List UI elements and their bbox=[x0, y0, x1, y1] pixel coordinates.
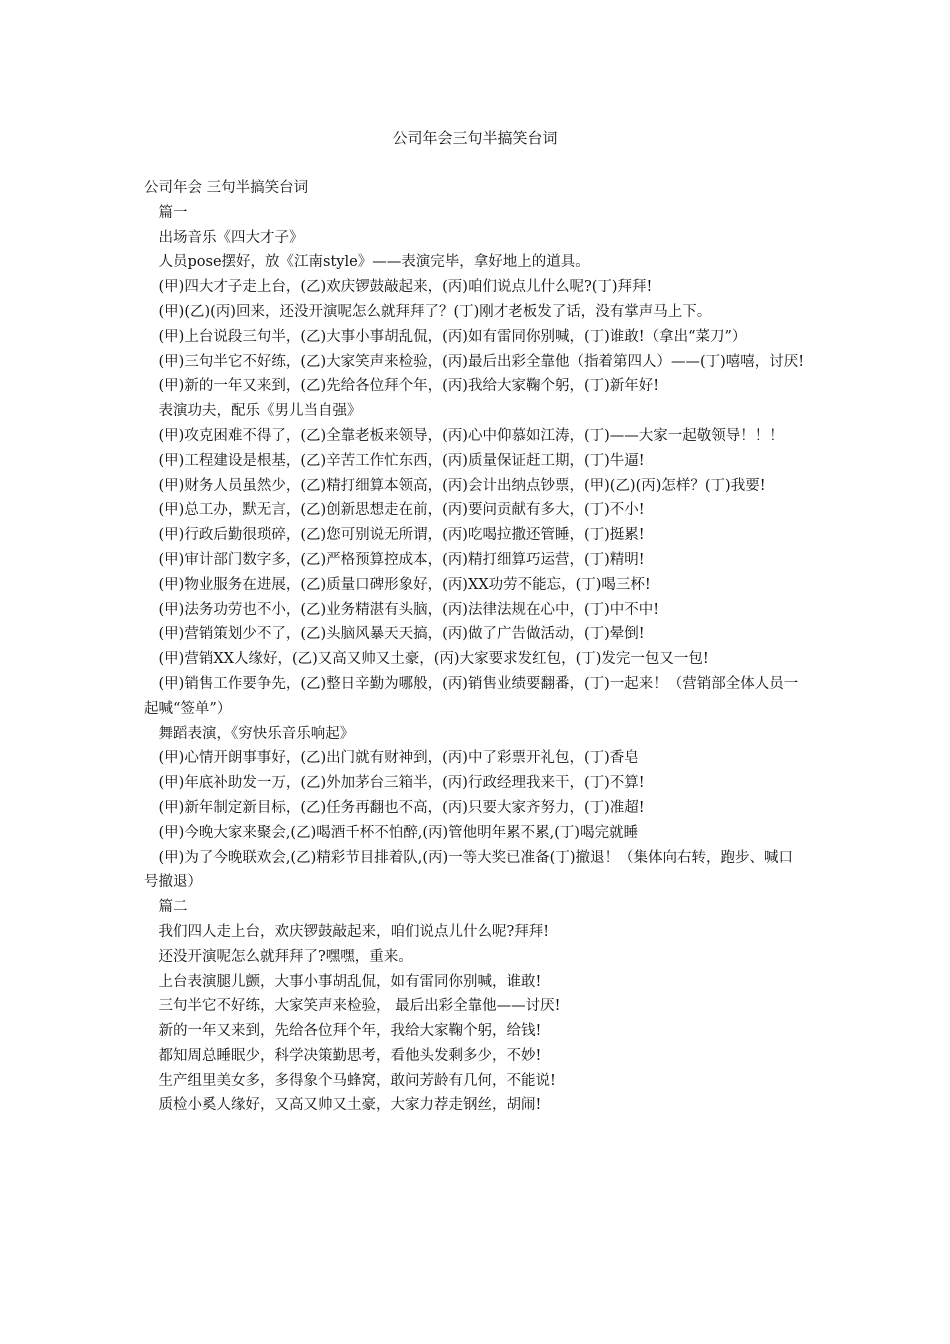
body-line: (甲)营销策划少不了，(乙)头脑风暴天天搞，(丙)做了广告做活动，(丁)晕倒! bbox=[158, 626, 645, 643]
body-line: 舞蹈表演，《穷快乐音乐响起》 bbox=[158, 725, 355, 742]
body-line: (甲)工程建设是根基，(乙)辛苦工作忙东西，(丙)质量保证赶工期，(丁)牛逼! bbox=[158, 452, 645, 469]
body-line: 上台表演腿儿颤，大事小事胡乱侃，如有雷同你别喊，谁敢! bbox=[158, 973, 542, 990]
body-line: 我们四人走上台，欢庆锣鼓敲起来，咱们说点儿什么呢?拜拜! bbox=[158, 923, 550, 940]
body-line: 质检小奚人缘好，又高又帅又土豪，大家力荐走钢丝，胡闹! bbox=[158, 1097, 542, 1114]
body-line: 三句半它不好练，大家笑声来检验， 最后出彩全靠他——讨厌! bbox=[158, 998, 561, 1015]
body-line: (甲)心情开朗事事好，(乙)出门就有财神到，(丙)中了彩票开礼包，(丁)香皂 bbox=[158, 750, 639, 767]
body-line: 表演功夫，配乐《男儿当自强》 bbox=[158, 403, 362, 420]
document-body bbox=[144, 176, 806, 1118]
body-line: (甲)物业服务在进展，(乙)质量口碑形象好，(丙)XX功劳不能忘，(丁)喝三杯! bbox=[158, 576, 651, 593]
body-line: (甲)(乙)(丙)回来，还没开演呢怎么就拜拜了？(丁)刚才老板发了话，没有掌声马上下。 bbox=[158, 303, 712, 320]
body-line: (甲)年底补助发一万，(乙)外加茅台三箱半，(丙)行政经理我来干，(丁)不算! bbox=[158, 775, 645, 792]
body-line: (甲)今晚大家来聚会,(乙)喝酒千杯不怕醉,(丙)管他明年累不累,(丁)喝完就睡 bbox=[158, 824, 639, 841]
body-line: (甲)新的一年又来到，(乙)先给各位拜个年，(丙)我给大家鞠个躬，(丁)新年好! bbox=[158, 378, 660, 395]
body-line: (甲)营销XX人缘好，(乙)又高又帅又土豪，(丙)大家要求发红包，(丁)发完一包又一包! bbox=[158, 651, 709, 668]
body-line: 生产组里美女多，多得象个马蜂窝，敢问芳龄有几何，不能说! bbox=[158, 1072, 556, 1089]
body-line: (甲)新年制定新目标，(乙)任务再翻也不高，(丙)只要大家齐努力，(丁)准超! bbox=[158, 799, 645, 816]
body-line: 篇一 bbox=[158, 204, 188, 221]
body-line: (甲)上台说段三句半，(乙)大事小事胡乱侃，(丙)如有雷同你别喊，(丁)谁敢!（拿出“菜刀”） bbox=[158, 328, 747, 345]
body-line: 还没开演呢怎么就拜拜了?嘿嘿，重来。 bbox=[158, 948, 413, 965]
body-line: (甲)销售工作要争先，(乙)整日辛勤为哪般，(丙)销售业绩要翻番，(丁)一起来！（营销部全体人员一起喊“签单”） bbox=[144, 675, 799, 717]
body-line: (甲)攻克困难不得了，(乙)全靠老板来领导，(丙)心中仰慕如江涛，(丁)——大家一起敬领导！！！ bbox=[158, 427, 784, 444]
body-line: 新的一年又来到，先给各位拜个年，我给大家鞠个躬，给钱! bbox=[158, 1023, 542, 1040]
body-line: (甲)四大才子走上台，(乙)欢庆锣鼓敲起来，(丙)咱们说点儿什么呢?(丁)拜拜! bbox=[158, 279, 653, 296]
body-line: (甲)为了今晚联欢会,(乙)精彩节目排着队,(丙)一等大奖已准备(丁)撤退！（集体向右转，跑步、喊口号撤退） bbox=[144, 849, 793, 891]
body-line: (甲)财务人员虽然少，(乙)精打细算本领高，(丙)会计出纳点钞票，(甲)(乙)(丙)怎样？(丁)我要! bbox=[158, 477, 766, 494]
body-line: (甲)法务功劳也不小，(乙)业务精湛有头脑，(丙)法律法规在心中，(丁)中不中! bbox=[158, 601, 660, 618]
body-line: 人员pose摆好，放《江南style》——表演完毕，拿好地上的道具。 bbox=[158, 254, 590, 271]
body-line: (甲)行政后勤很琐碎，(乙)您可别说无所谓，(丙)吃喝拉撒还管睡，(丁)挺累! bbox=[158, 527, 645, 544]
body-line: (甲)三句半它不好练，(乙)大家笑声来检验，(丙)最后出彩全靠他（指着第四人）——(丁)嘻嘻，讨厌! bbox=[158, 353, 805, 370]
document-subtitle: 公司年会 三句半搞笑台词 bbox=[144, 180, 309, 196]
body-line: 出场音乐《四大才子》 bbox=[158, 229, 304, 246]
body-line: 都知周总睡眠少，科学决策勤思考，看他头发剩多少，不妙! bbox=[158, 1047, 542, 1064]
body-line: (甲)总工办，默无言，(乙)创新思想走在前，(丙)要问贡献有多大，(丁)不小! bbox=[158, 502, 645, 519]
body-line: 篇二 bbox=[158, 899, 188, 916]
page-title: 公司年会三句半搞笑台词 bbox=[392, 129, 558, 147]
body-line: (甲)审计部门数字多，(乙)严格预算控成本，(丙)精打细算巧运营，(丁)精明! bbox=[158, 551, 645, 568]
